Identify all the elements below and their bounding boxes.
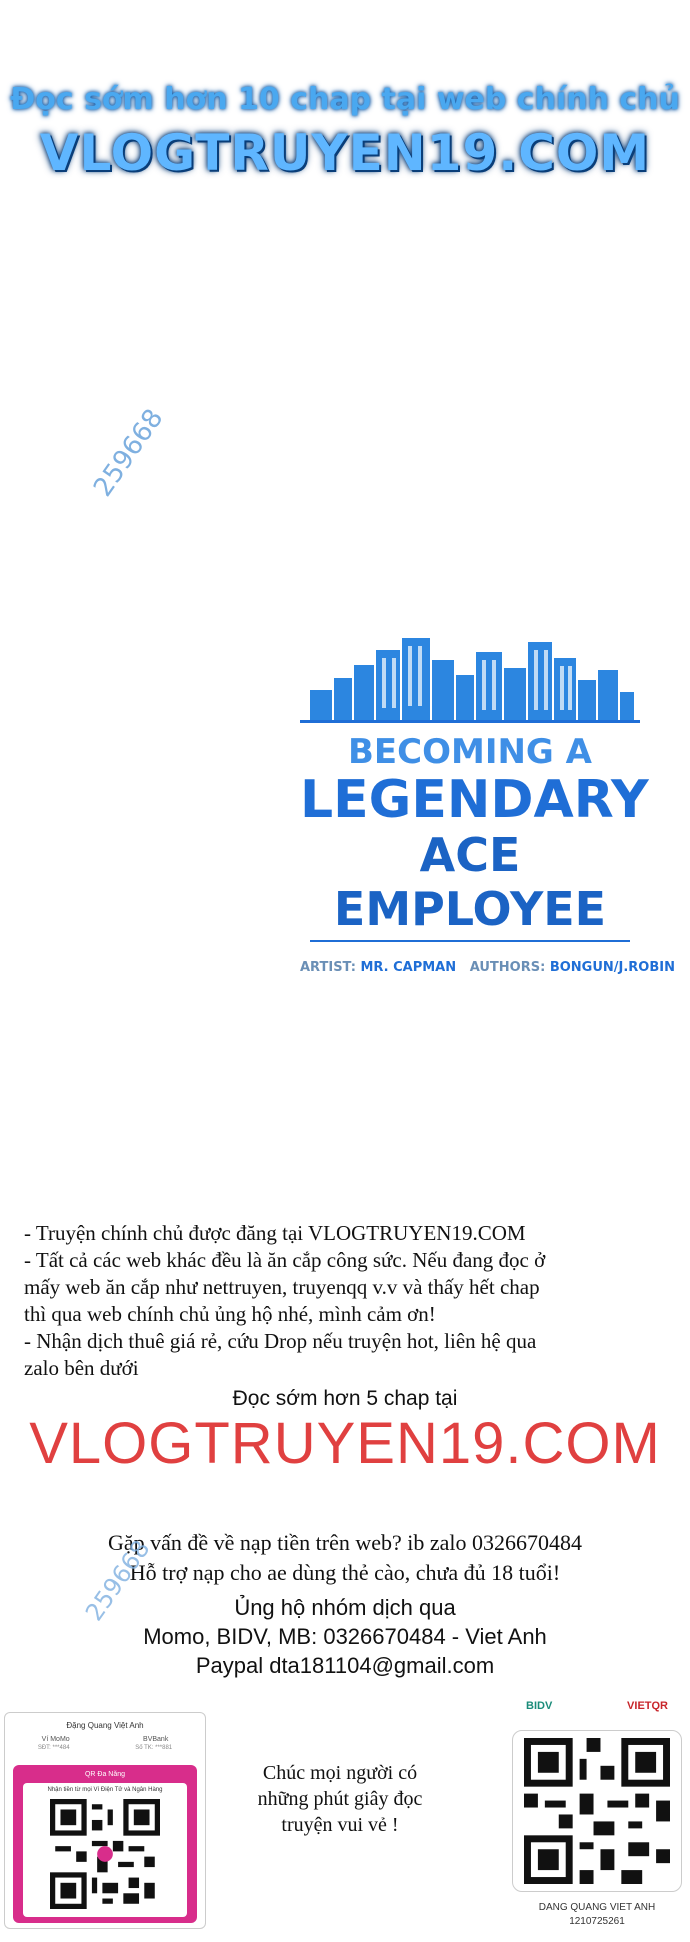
watermark-number: 259668 — [88, 403, 170, 503]
support-line1: Gặp vấn đề về nạp tiền trên web? ib zalo 0326670484 — [107, 1530, 583, 1555]
artist-label: ARTIST: — [300, 960, 356, 975]
vietqr-logo: VIETQR — [627, 1700, 668, 1712]
bidv-logo: BIDV — [526, 1700, 553, 1712]
note-line: - Truyện chính chủ được đăng tại VLOGTRUYEN19.COM — [24, 1221, 526, 1245]
momo-qr-title: QR Đa Năng — [84, 1771, 126, 1778]
note-line: - Nhận dịch thuê giá rẻ, cứu Drop nếu truyện hot, liên hệ qua — [24, 1329, 537, 1353]
note-line: zalo bên dưới — [24, 1356, 139, 1380]
support-line5: Paypal dta181104@gmail.com — [195, 1653, 495, 1678]
bank-qr-frame — [512, 1730, 682, 1892]
support-line2: Hỗ trợ nạp cho ae dùng thẻ cào, chưa đủ 18 tuổi! — [129, 1560, 561, 1585]
greeting-message — [250, 1760, 430, 1838]
logo-title-line3: ACE EMPLOYEE — [333, 828, 607, 936]
support-line3: Ủng hộ nhóm dịch qua — [234, 1595, 456, 1620]
momo-card — [4, 1712, 206, 1929]
logo-underline — [310, 940, 630, 942]
bank-account-number: 1210725261 — [569, 1916, 625, 1927]
momo-qr-code-icon — [50, 1799, 160, 1909]
bvbank-account: Số TK: ***881 — [135, 1745, 173, 1751]
momo-phone: SĐT: ***484 — [37, 1745, 70, 1751]
wallet-momo: Ví MoMo — [41, 1736, 70, 1743]
momo-qr-frame — [13, 1765, 197, 1923]
note-line: mấy web ăn cắp như nettruyen, truyenqq v.v và thấy hết chap — [24, 1275, 540, 1299]
authors-name: BONGUN/J.ROBIN — [549, 960, 675, 975]
momo-accounts — [5, 1745, 205, 1751]
note-line: - Tất cả các web khác đều là ăn cắp công sức. Nếu đang đọc ở — [24, 1248, 546, 1272]
momo-wallets — [5, 1736, 205, 1743]
watermark-number-2: 259668 — [80, 1534, 156, 1627]
momo-qr-panel — [23, 1783, 187, 1917]
wallet-bvbank: BVBank — [143, 1736, 169, 1743]
momo-account-name: Đặng Quang Việt Anh — [66, 1721, 144, 1730]
greeting-line2: những phút giây đọc — [257, 1788, 423, 1810]
bank-qr-code-icon — [524, 1738, 670, 1884]
bank-account-name: DANG QUANG VIET ANH — [538, 1902, 656, 1913]
greeting-line3: truyện vui vẻ ! — [281, 1814, 399, 1836]
bank-logos — [508, 1700, 686, 1712]
momo-qr-subtitle: Nhận tiền từ mọi Ví Điện Tử và Ngân Hàng — [47, 1787, 163, 1793]
city-skyline-icon — [300, 630, 640, 725]
logo-title-line2: LEGENDARY — [300, 770, 649, 830]
bank-card — [508, 1700, 686, 1935]
artist-name: MR. CAPMAN — [360, 960, 457, 975]
promo-banner-line1: Đọc sớm hơn 10 chap tại web chính chủ — [10, 82, 680, 117]
logo-title-line1: BECOMING A — [348, 732, 592, 772]
greeting-line1: Chúc mọi người có — [262, 1762, 418, 1784]
site-url: VLOGTRUYEN19.COM — [29, 1411, 661, 1476]
comic-logo — [300, 630, 675, 975]
authors-label: AUTHORS: — [469, 960, 546, 975]
note-line: thì qua web chính chủ ủng hộ nhé, mình cảm ơn! — [24, 1302, 436, 1326]
support-line4: Momo, BIDV, MB: 0326670484 - Viet Anh — [143, 1624, 547, 1649]
early-chapter-notice: Đọc sớm hơn 5 chap tại — [232, 1387, 458, 1410]
translator-notes — [24, 1220, 674, 1382]
logo-credits — [300, 960, 675, 975]
promo-banner-url: VLOGTRUYEN19.COM — [39, 124, 651, 182]
